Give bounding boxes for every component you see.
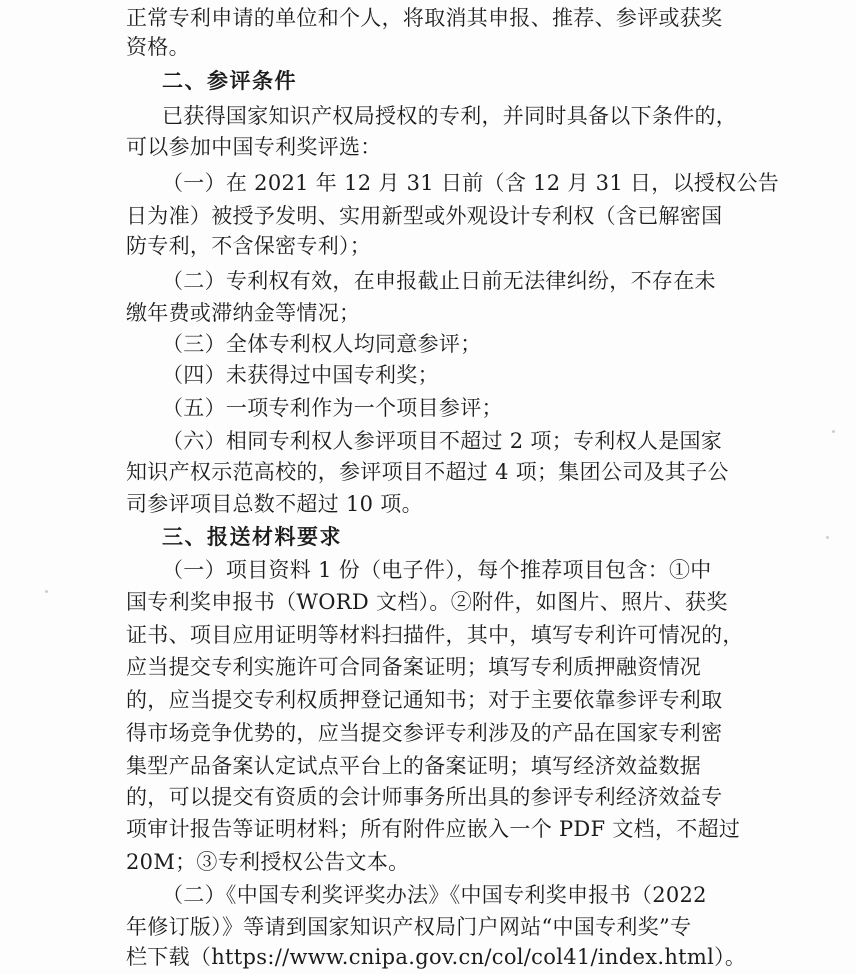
- text-line: （四）未获得过中国专利奖；: [162, 363, 439, 387]
- text-line: （一）在 2021 年 12 月 31 日前（含 12 月 31 日，以授权公告: [162, 171, 780, 195]
- text-line: 应当提交专利实施许可合同备案证明；填写专利质押融资情况: [126, 655, 702, 679]
- text-line: 知识产权示范高校的，参评项目不超过 4 项；集团公司及其子公: [126, 460, 729, 484]
- scan-speck: [832, 430, 835, 433]
- text-line: （六）相同专利权人参评项目不超过 2 项；专利权人是国家: [162, 429, 723, 453]
- text-line: 国专利奖申报书（WORD 文档）。②附件，如图片、照片、获奖: [126, 590, 728, 614]
- scan-speck: [45, 590, 48, 593]
- text-line: 防专利，不含保密专利）；: [126, 234, 372, 258]
- text-line: （二）专利权有效，在申报截止日前无法律纠纷，不存在未: [162, 269, 716, 293]
- scan-speck: [826, 536, 829, 539]
- text-line: 栏下载（https://www.cnipa.gov.cn/col/col41/index.html）。: [126, 945, 747, 969]
- text-line: （五）一项专利作为一个项目参评；: [162, 396, 503, 420]
- text-line: 司参评项目总数不超过 10 项。: [126, 492, 423, 516]
- text-line: 证书、项目应用证明等材料扫描件，其中，填写专利许可情况的，: [126, 623, 744, 647]
- text-line: 正常专利申请的单位和个人，将取消其申报、推荐、参评或获奖: [126, 6, 723, 30]
- text-line: 资格。: [126, 35, 190, 59]
- text-line: 20M；③专利授权公告文本。: [126, 850, 410, 874]
- text-line: （一）项目资料 1 份（电子件），每个推荐项目包含：①中: [162, 558, 712, 582]
- text-line: 得市场竞争优势的，应当提交参评专利涉及的产品在国家专利密: [126, 721, 723, 745]
- text-line: 的，应当提交专利权质押登记通知书；对于主要依靠参评专利取: [126, 688, 723, 712]
- text-line: （二）《中国专利奖评奖办法》《中国专利奖申报书（2022: [162, 883, 707, 907]
- text-line: 可以参加中国专利奖评选：: [126, 135, 382, 159]
- text-line: 的，可以提交有资质的会计师事务所出具的参评专利经济效益专: [126, 785, 723, 809]
- text-line: 日为准）被授予发明、实用新型或外观设计专利权（含已解密国: [126, 204, 723, 228]
- text-line: （三）全体专利权人均同意参评；: [162, 332, 482, 356]
- text-line: 年修订版）》等请到国家知识产权局门户网站“中国专利奖”专: [126, 915, 692, 939]
- section-heading: 三、报送材料要求: [162, 525, 342, 549]
- text-line: 缴年费或滞纳金等情况；: [126, 301, 361, 325]
- text-line: 已获得国家知识产权局授权的专利，并同时具备以下条件的，: [162, 104, 738, 128]
- section-heading: 二、参评条件: [162, 69, 297, 93]
- text-line: 项审计报告等证明材料；所有附件应嵌入一个 PDF 文档，不超过: [126, 817, 741, 841]
- text-line: 集型产品备案认定试点平台上的备案证明；填写经济效益数据: [126, 754, 702, 778]
